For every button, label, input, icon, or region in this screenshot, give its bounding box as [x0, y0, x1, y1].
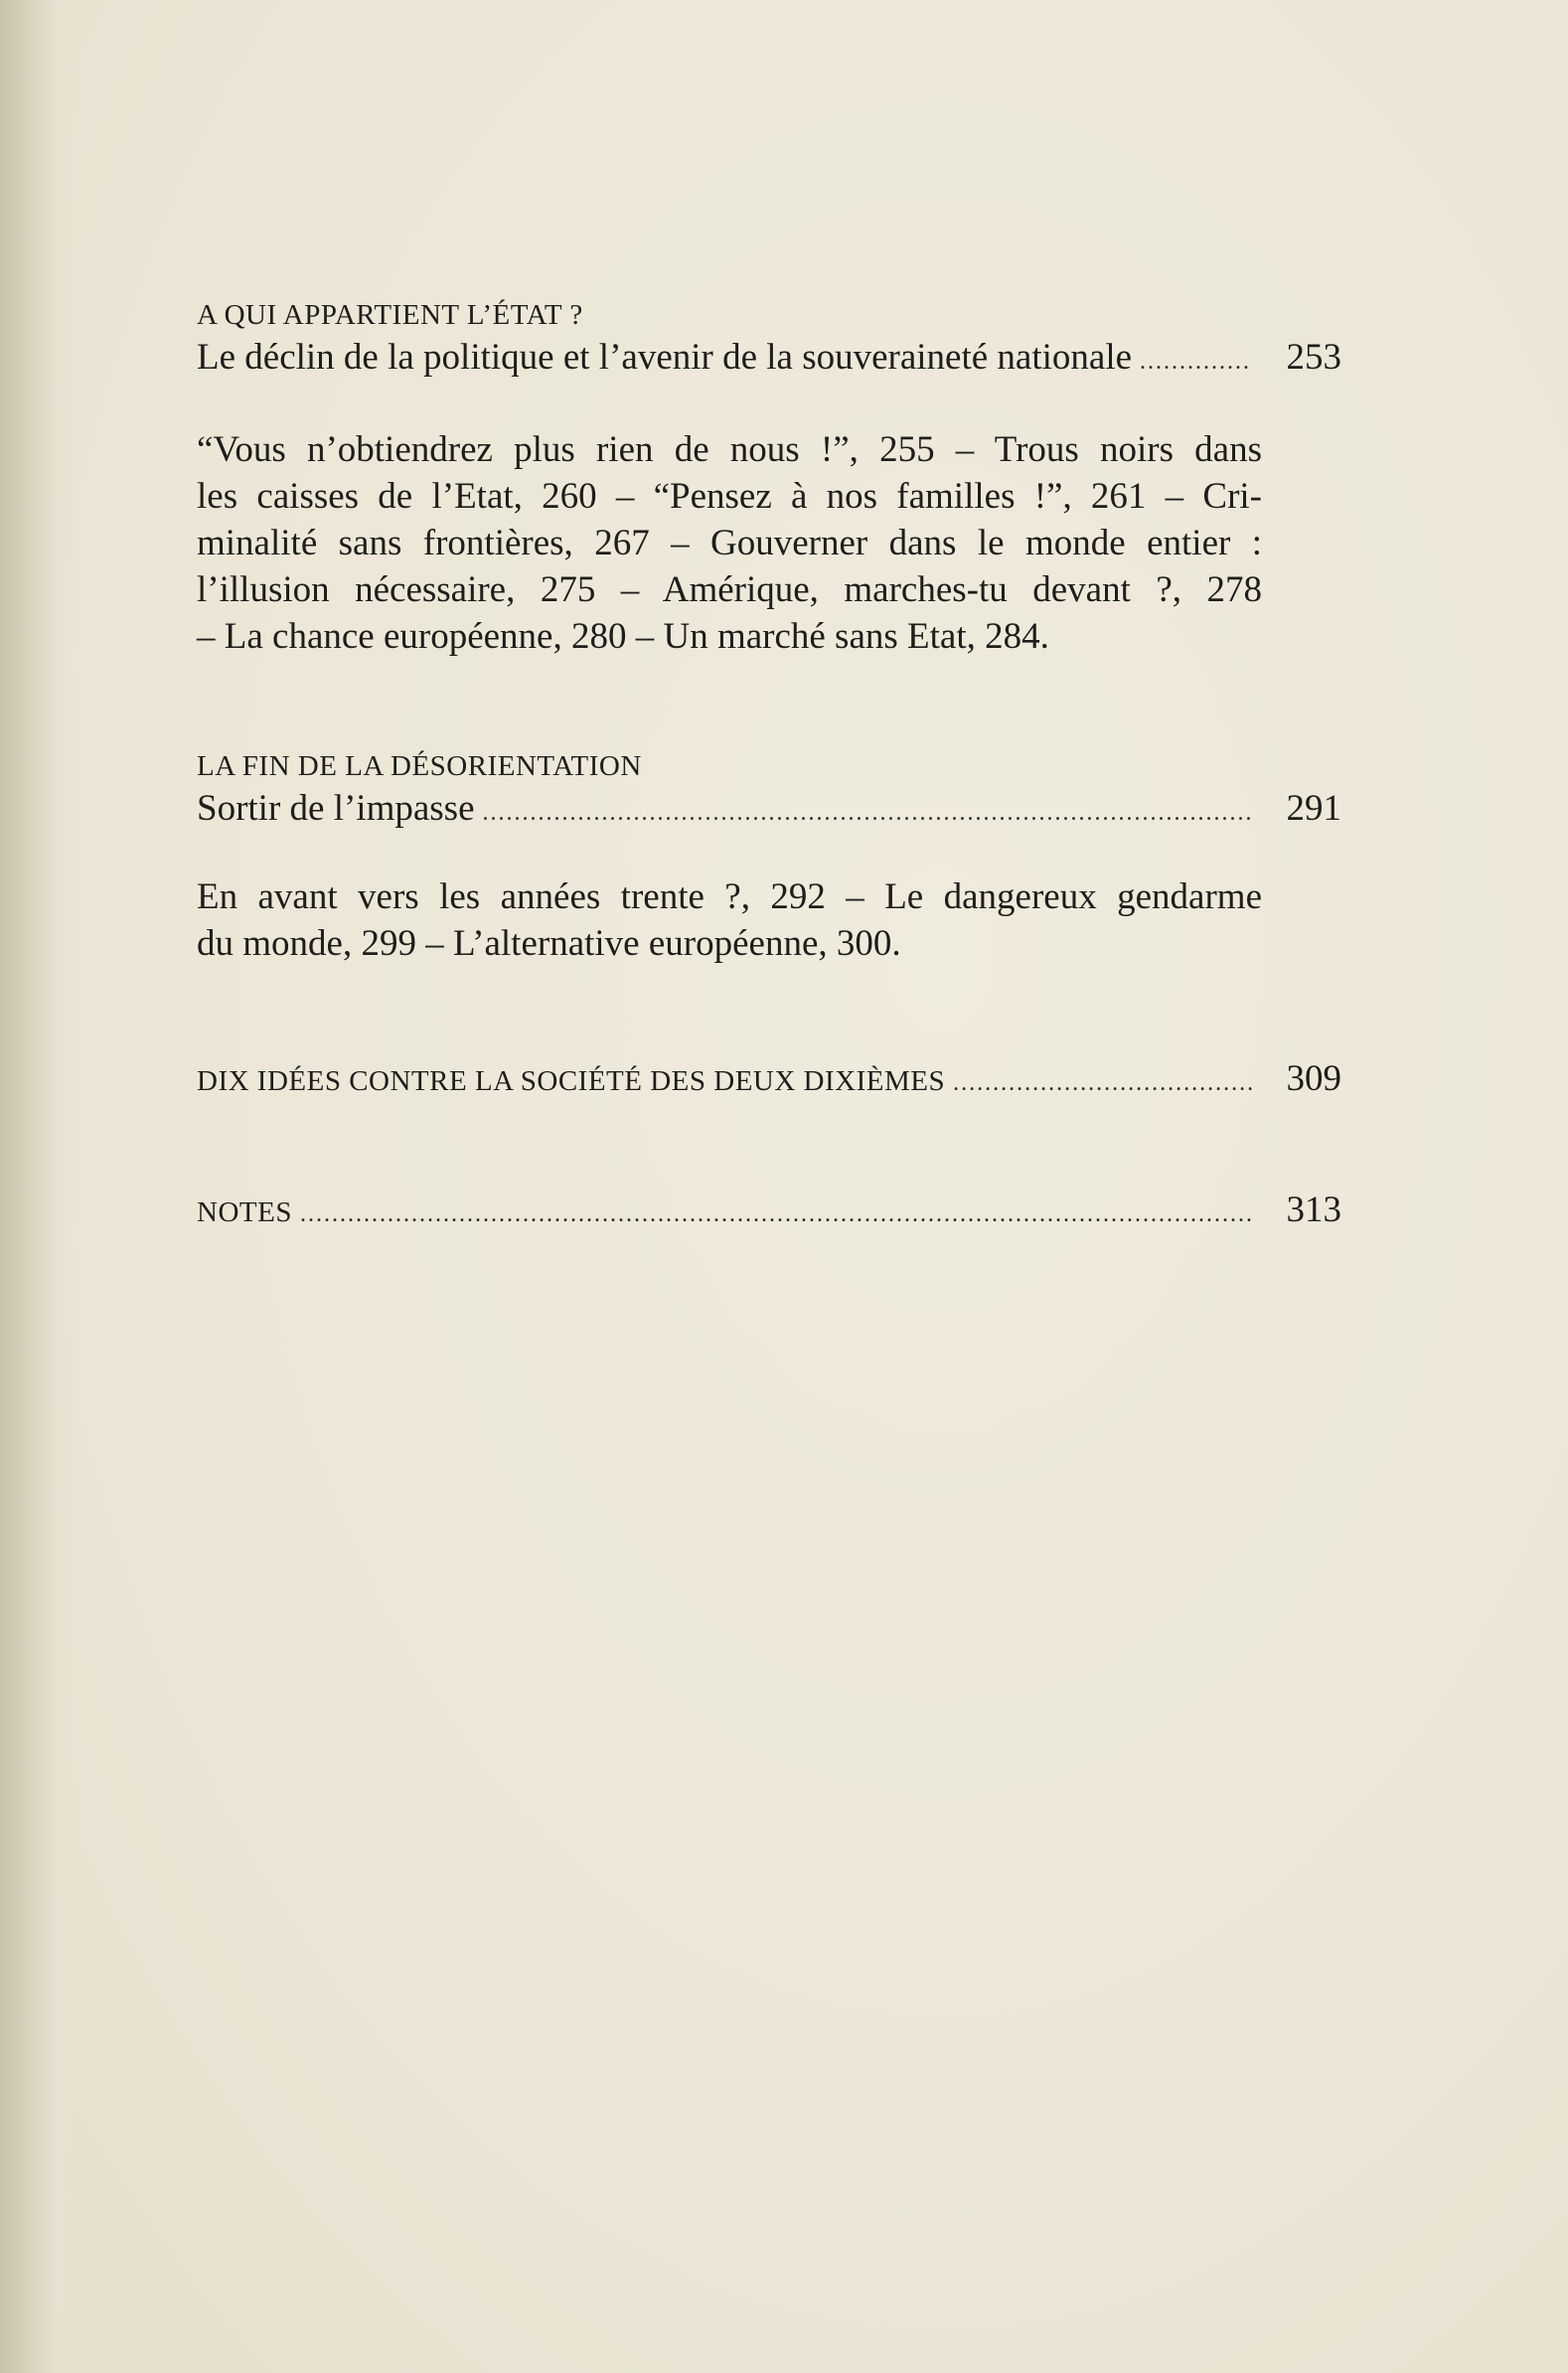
toc-entry-ideas — [197, 1056, 1341, 1102]
description-line: “Vous n’obtiendrez plus rien de nous !”, 255 – Trous noirs dans — [197, 429, 1262, 471]
toc-entry-page: 313 — [1286, 1189, 1341, 1231]
dot-leader — [1140, 347, 1252, 377]
description-line: les caisses de l’Etat, 260 – “Pensez à nos familles !”, 261 – Cri- — [197, 476, 1262, 518]
dot-leader — [300, 1199, 1252, 1229]
section-heading: LA FIN DE LA DÉSORIENTATION — [197, 750, 642, 783]
table-of-contents — [197, 298, 1341, 1234]
dot-leader — [483, 798, 1252, 828]
section-description — [197, 873, 1262, 967]
description-line: En avant vers les années trente ?, 292 – Le dangereux gendarme — [197, 876, 1262, 918]
description-line: l’illusion nécessaire, 275 – Amérique, marches-tu devant ?, 278 — [197, 569, 1262, 611]
toc-section-2 — [197, 749, 1341, 967]
toc-entry-title: NOTES — [197, 1196, 292, 1229]
toc-entry-page: 309 — [1286, 1058, 1341, 1100]
toc-entry-title: DIX IDÉES CONTRE LA SOCIÉTÉ DES DEUX DIXIÈMES — [197, 1065, 946, 1098]
section-description — [197, 426, 1262, 660]
toc-entry — [197, 786, 1341, 832]
toc-entry-title: Sortir de l’impasse — [197, 787, 475, 829]
toc-entry-page: 253 — [1286, 336, 1341, 378]
description-line: – La chance européenne, 280 – Un marché sans Etat, 284. — [197, 616, 1049, 658]
toc-entry — [197, 335, 1341, 381]
section-heading: A QUI APPARTIENT L’ÉTAT ? — [197, 299, 583, 331]
toc-entry-notes — [197, 1187, 1341, 1233]
toc-entry-page: 291 — [1286, 787, 1341, 829]
description-line: du monde, 299 – L’alternative européenne, 300. — [197, 923, 901, 965]
spine-shadow — [0, 0, 79, 2373]
toc-entry-title: Le déclin de la politique et l’avenir de la souveraineté nationale — [197, 336, 1133, 378]
toc-section-1 — [197, 298, 1341, 660]
description-line: minalité sans frontières, 267 – Gouverner dans le monde entier : — [197, 523, 1262, 564]
dot-leader — [953, 1068, 1252, 1098]
